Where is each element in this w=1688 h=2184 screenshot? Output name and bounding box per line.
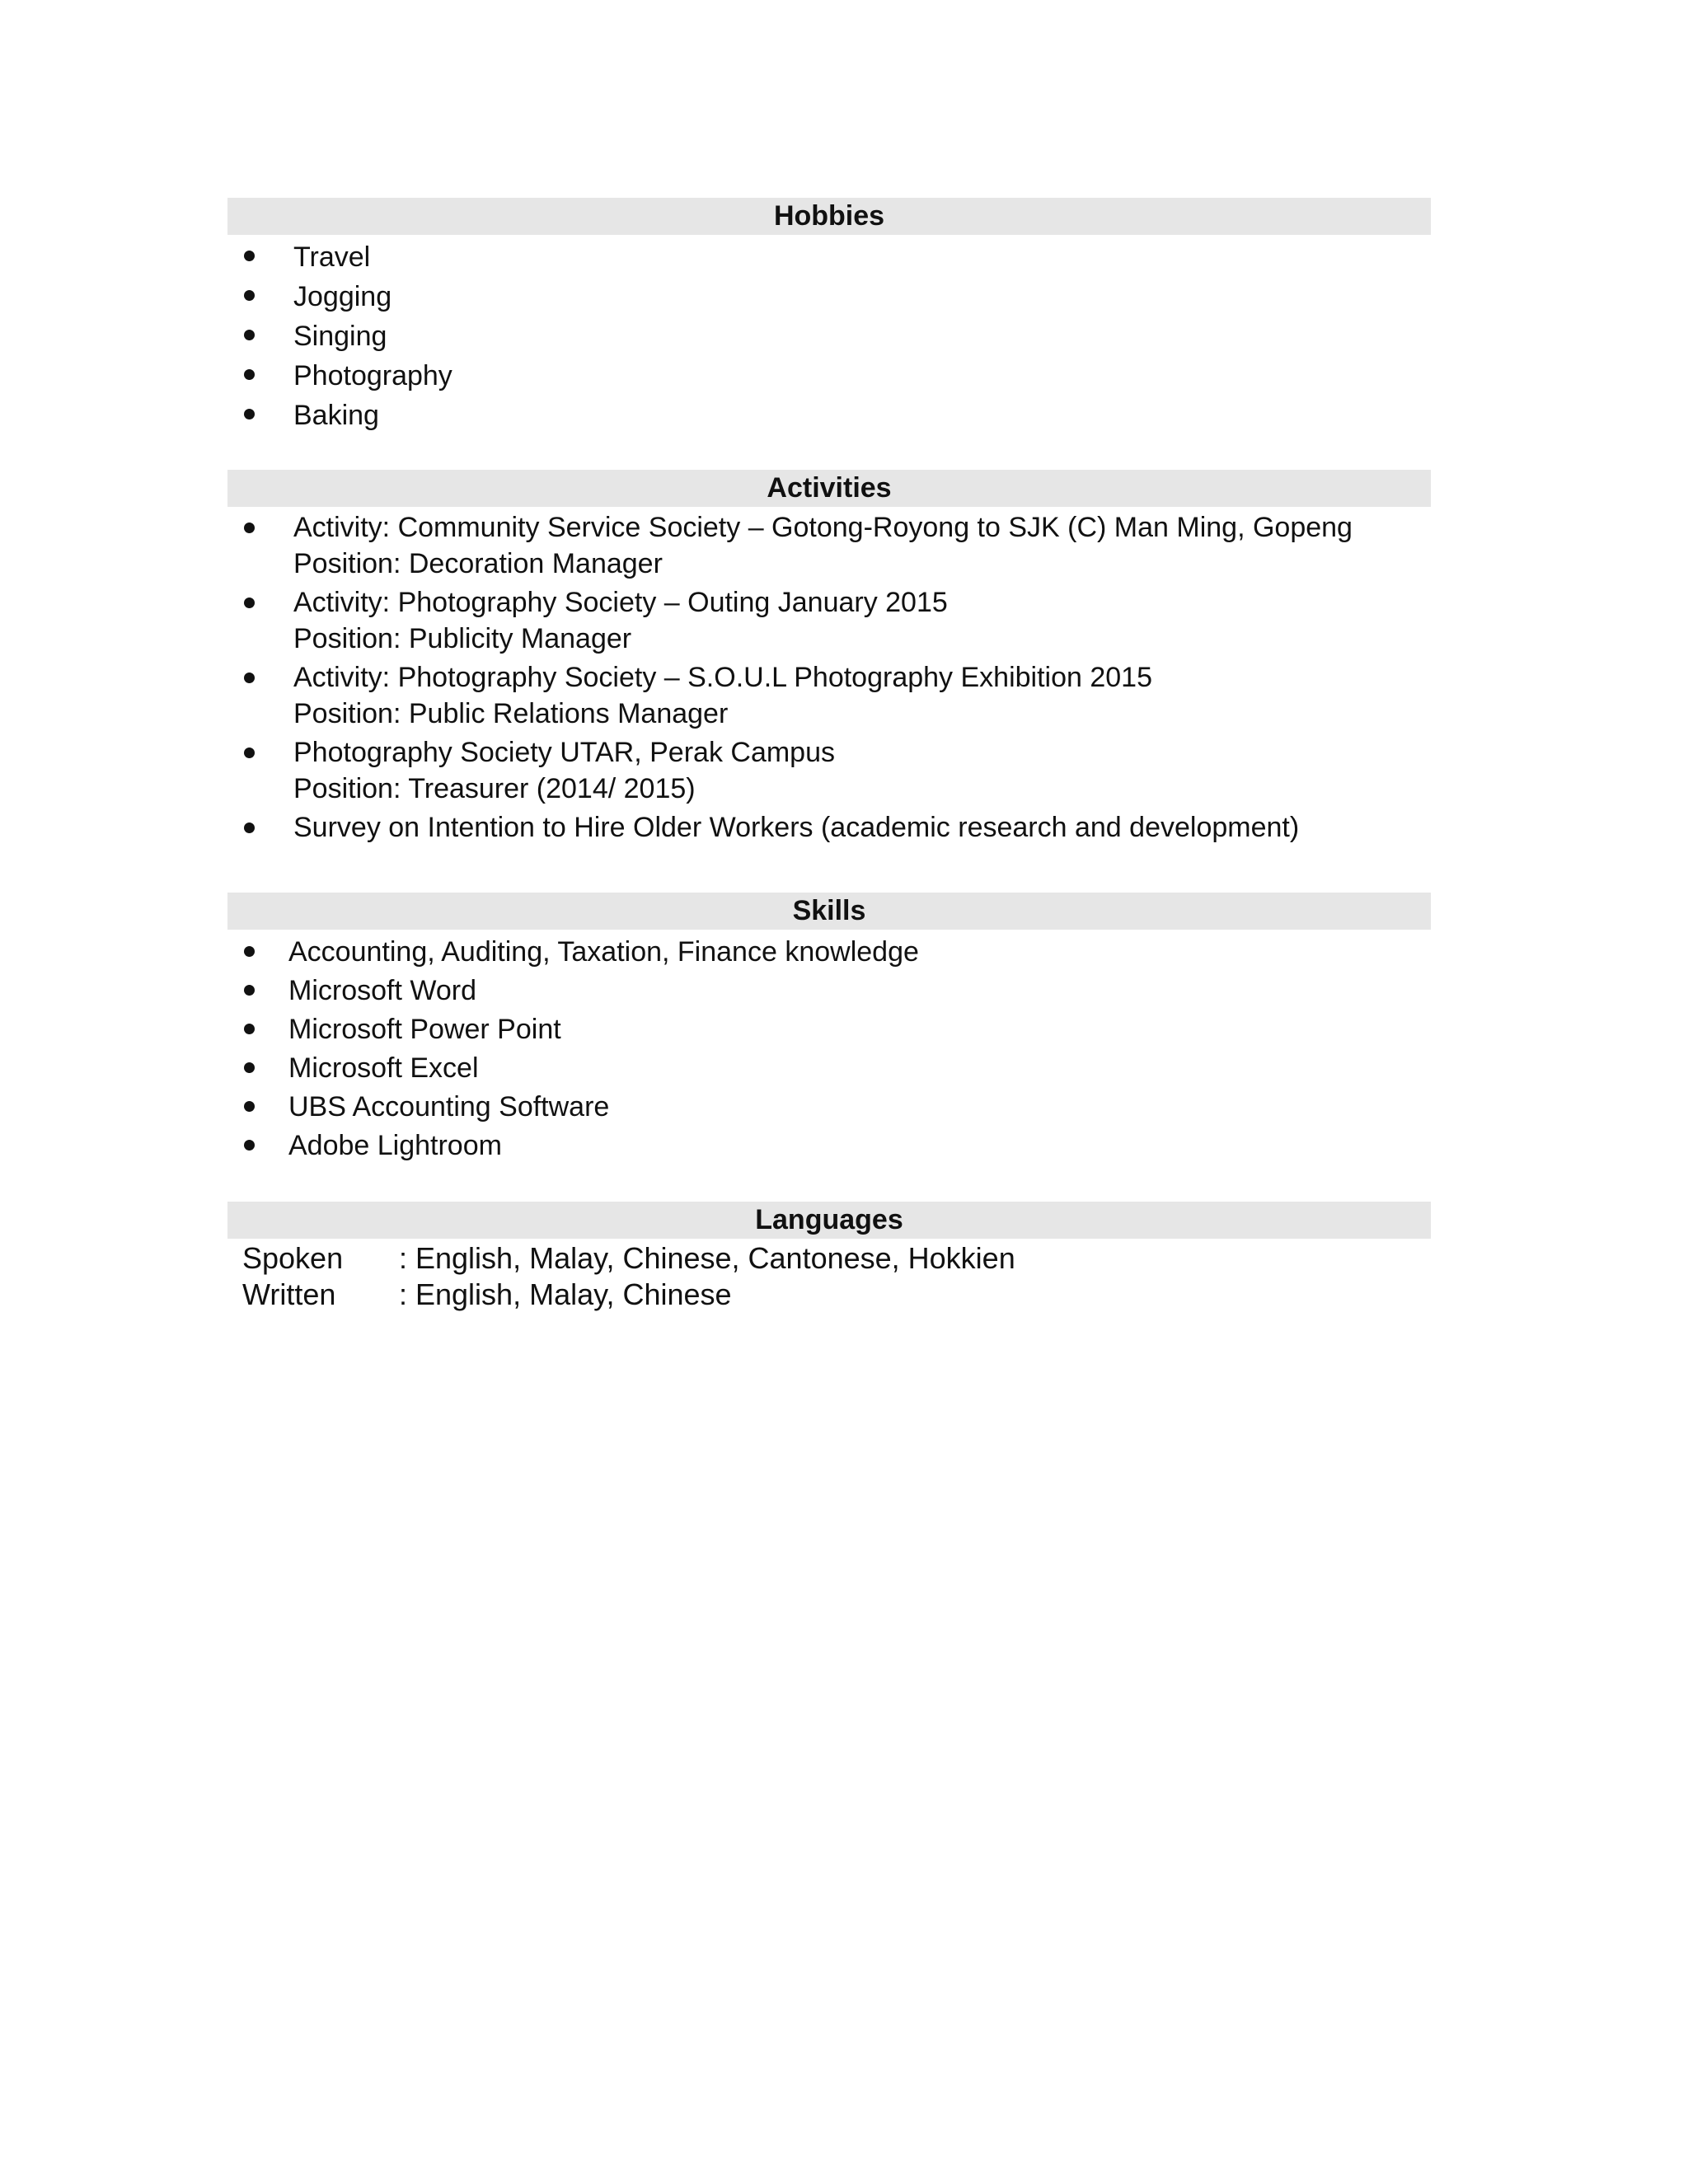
skill-item: Adobe Lightroom	[227, 1127, 1431, 1165]
hobby-item: Travel	[227, 237, 1431, 277]
language-value: : English, Malay, Chinese, Cantonese, Hokkien	[399, 1241, 1015, 1275]
language-row-written	[227, 1277, 1431, 1313]
language-value: : English, Malay, Chinese	[399, 1277, 732, 1311]
language-row-spoken	[227, 1240, 1431, 1277]
hobbies-list	[227, 237, 1431, 435]
hobbies-section	[227, 198, 1431, 435]
skill-item: UBS Accounting Software	[227, 1088, 1431, 1127]
activities-section	[227, 470, 1431, 848]
skills-section	[227, 893, 1431, 1165]
activity-item	[227, 584, 1431, 657]
activity-position: Position: Decoration Manager	[293, 548, 663, 579]
activities-list	[227, 509, 1431, 846]
language-label: Written	[242, 1277, 336, 1311]
languages-table	[227, 1240, 1431, 1313]
hobby-item: Photography	[227, 356, 1431, 396]
activity-item	[227, 809, 1431, 846]
languages-header: Languages	[227, 1202, 1431, 1239]
activity-position: Position: Treasurer (2014/ 2015)	[293, 773, 696, 804]
activity-position: Position: Public Relations Manager	[293, 698, 729, 729]
skills-header: Skills	[227, 893, 1431, 930]
skill-item: Microsoft Power Point	[227, 1010, 1431, 1049]
activity-position: Position: Publicity Manager	[293, 623, 632, 654]
activity-title: Survey on Intention to Hire Older Workers (academic research and development)	[293, 812, 1300, 843]
languages-section	[227, 1202, 1431, 1313]
hobby-item: Singing	[227, 316, 1431, 356]
activity-item	[227, 509, 1431, 582]
skill-item: Microsoft Word	[227, 972, 1431, 1010]
skills-list	[227, 933, 1431, 1165]
activity-title: Activity: Community Service Society – Gotong-Royong to SJK (C) Man Ming, Gopeng	[293, 512, 1353, 543]
hobby-item: Baking	[227, 396, 1431, 435]
language-label: Spoken	[242, 1241, 344, 1275]
skill-item: Microsoft Excel	[227, 1049, 1431, 1088]
activities-header: Activities	[227, 470, 1431, 507]
activity-item	[227, 734, 1431, 807]
activity-title: Activity: Photography Society – Outing January 2015	[293, 587, 948, 618]
skill-item: Accounting, Auditing, Taxation, Finance knowledge	[227, 933, 1431, 972]
hobbies-header: Hobbies	[227, 198, 1431, 235]
activity-title: Activity: Photography Society – S.O.U.L Photography Exhibition 2015	[293, 662, 1152, 693]
hobby-item: Jogging	[227, 277, 1431, 316]
activity-item	[227, 659, 1431, 732]
activity-title: Photography Society UTAR, Perak Campus	[293, 737, 835, 768]
